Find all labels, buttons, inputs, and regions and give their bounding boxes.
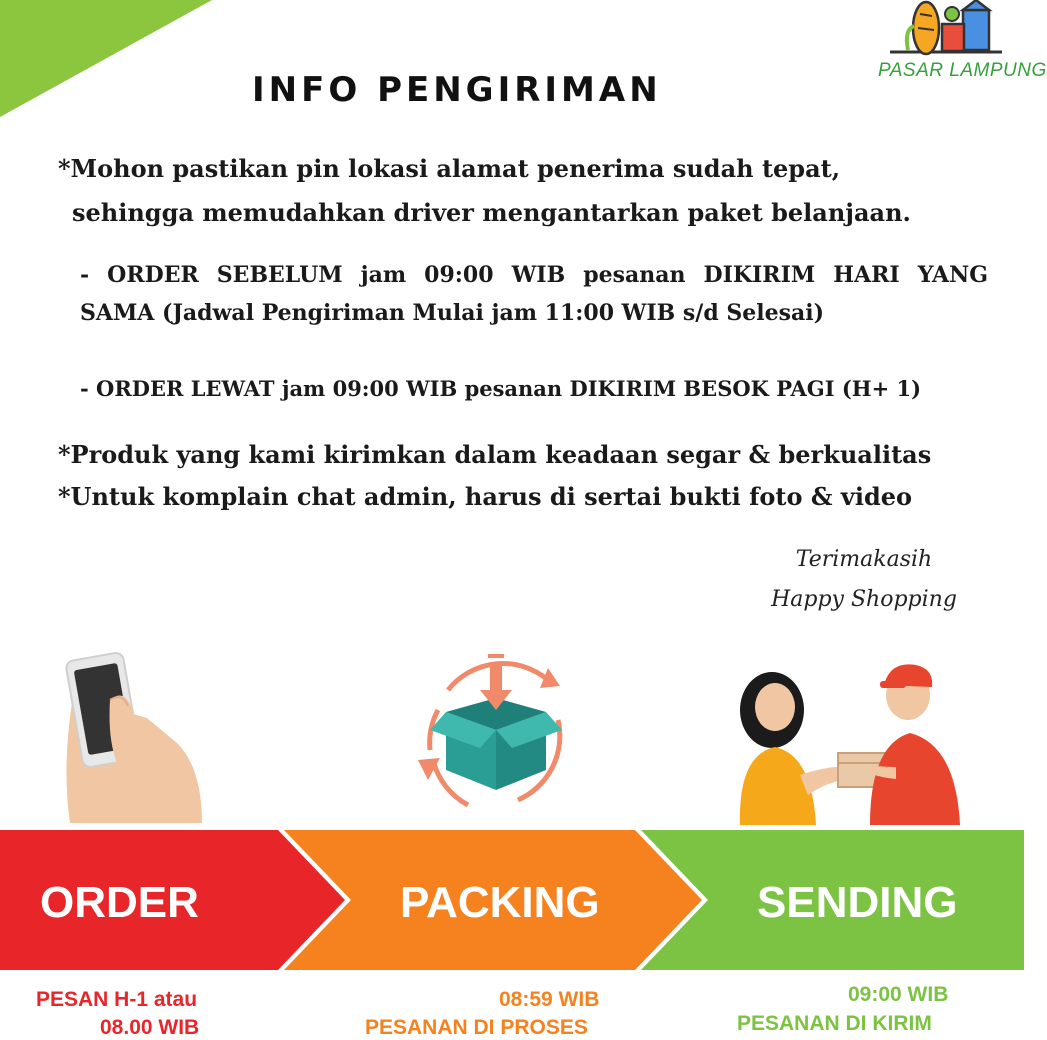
hand-phone-icon [52,648,212,823]
step-order-detail1: PESAN H-1 atau [36,988,198,1011]
corner-decoration [0,0,215,120]
closing-line1: Terimakasih [795,547,933,572]
step-order-label: ORDER [40,878,199,927]
step-order-detail2: 08.00 WIB [100,1016,200,1039]
note-pin-line2: sehingga memudahkan driver mengantarkan paket belanjaan. [72,198,911,227]
step-sending-label: SENDING [757,878,958,927]
page-title: INFO PENGIRIMAN [252,70,662,110]
box-packing-icon [408,650,583,820]
courier-delivery-icon [720,655,970,825]
rule-before-line1: - ORDER SEBELUM jam 09:00 WIB pesanan DIKIRIM HARI YANG [80,262,988,288]
rule-before-line2: SAMA (Jadwal Pengiriman Mulai jam 11:00 WIB s/d Selesai) [80,300,825,326]
note-pin-line1: *Mohon pastikan pin lokasi alamat penerima sudah tepat, [58,154,841,183]
step-sending-detail1: 09:00 WIB [848,983,949,1006]
closing-message [766,540,962,620]
note-complaint: *Untuk komplain chat admin, harus di sertai bukti foto & video [58,482,913,511]
step-packing-detail1: 08:59 WIB [499,988,600,1011]
step-sending-detail2: PESANAN DI KIRIM [737,1012,932,1035]
closing-line2: Happy Shopping [771,587,957,612]
step-packing-detail2: PESANAN DI PROSES [365,1016,588,1039]
step-packing-label: PACKING [400,878,600,927]
logo-text: PASAR LAMPUNG [878,60,1047,81]
note-fresh-products: *Produk yang kami kirimkan dalam keadaan segar & berkualitas [58,440,932,469]
rule-after: - ORDER LEWAT jam 09:00 WIB pesanan DIKIRIM BESOK PAGI (H+ 1) [80,376,922,401]
